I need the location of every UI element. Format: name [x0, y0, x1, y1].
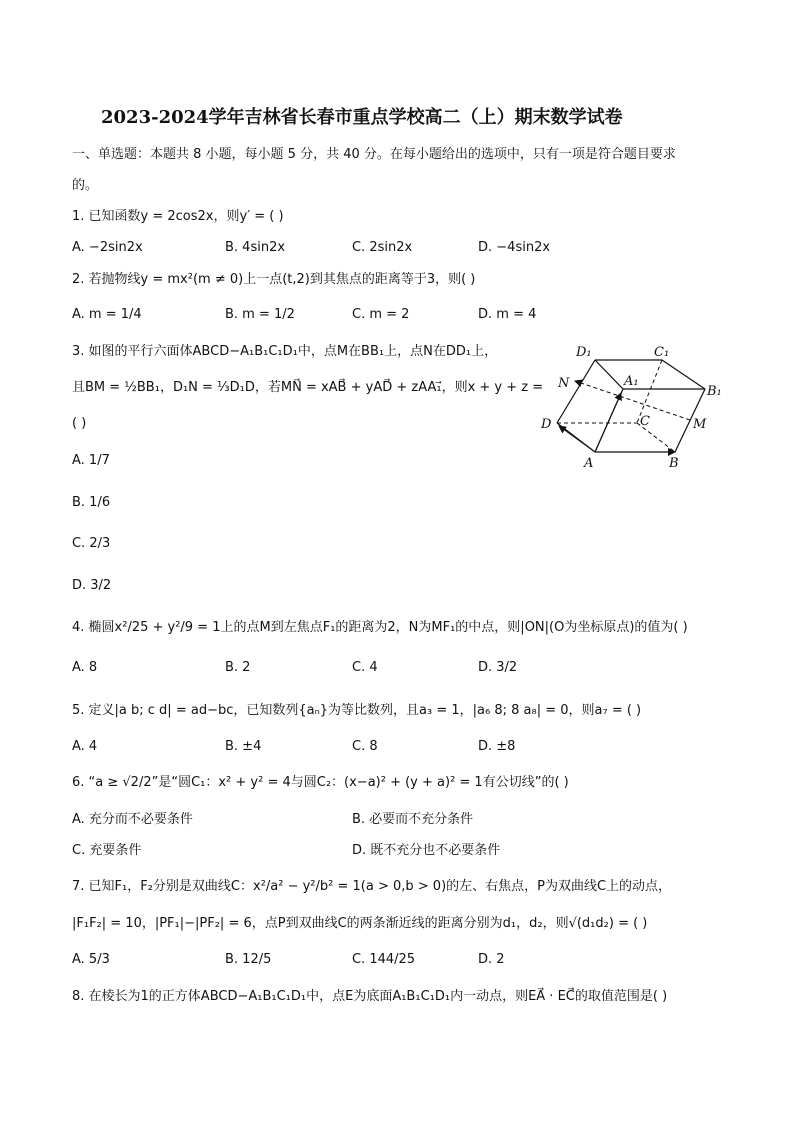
q3-option-d: D. 3/2 — [72, 578, 112, 593]
q5-option-c: C. 8 — [352, 739, 378, 754]
label-d1: D₁ — [576, 345, 592, 360]
q2-option-c: C. m = 2 — [352, 307, 410, 322]
q4-stem: 4. 椭圆x²/25 + y²/9 = 1上的点M到左焦点F₁的距离为2，N为MF₁的中点，则|ON|(O为坐标原点)的值为( ) — [72, 620, 688, 635]
page-title: 2023-2024学年吉林省长春市重点学校高二（上）期末数学试卷 — [101, 107, 623, 128]
label-b: B — [669, 456, 679, 471]
q2-option-d: D. m = 4 — [478, 307, 537, 322]
q4-option-b: B. 2 — [225, 660, 251, 675]
label-n: N — [558, 376, 570, 391]
q6-option-b: B. 必要而不充分条件 — [352, 812, 474, 827]
q3-option-b: B. 1/6 — [72, 495, 111, 510]
q2-stem: 2. 若抛物线y = mx²(m ≠ 0)上一点(t,2)到其焦点的距离等于3，则( ) — [72, 272, 476, 287]
q2-option-a: A. m = 1/4 — [72, 307, 142, 322]
q1-option-d: D. −4sin2x — [478, 240, 551, 255]
q7-stem-line1: 7. 已知F₁，F₂分别是双曲线C：x²/a² − y²/b² = 1(a > 0,b > 0)的左、右焦点，P为双曲线C上的动点， — [72, 879, 672, 894]
q5-stem: 5. 定义|a b; c d| = ad−bc，已知数列{aₙ}为等比数列，且a₃ = 1，|a₆ 8; 8 a₈| = 0，则a₇ = ( ) — [72, 703, 642, 718]
parallelepiped-figure — [530, 338, 740, 473]
q4-option-d: D. 3/2 — [478, 660, 518, 675]
q6-stem: 6. “a ≥ √2/2”是“圆C₁：x² + y² = 4与圆C₂：(x−a)² + (y + a)² = 1有公切线”的( ) — [72, 775, 569, 790]
q5-option-b: B. ±4 — [225, 739, 262, 754]
q1-option-c: C. 2sin2x — [352, 240, 413, 255]
label-m: M — [693, 417, 707, 432]
q4-option-a: A. 8 — [72, 660, 98, 675]
label-a1: A₁ — [624, 374, 639, 389]
label-b1: B₁ — [707, 384, 722, 399]
q4-option-c: C. 4 — [352, 660, 378, 675]
q7-option-d: D. 2 — [478, 952, 505, 967]
q3-stem-line3: ( ) — [72, 416, 87, 431]
q6-option-d: D. 既不充分也不必要条件 — [352, 843, 501, 858]
q1-option-a: A. −2sin2x — [72, 240, 143, 255]
q5-option-d: D. ±8 — [478, 739, 516, 754]
section-header: 一、单选题：本题共 8 小题，每小题 5 分，共 40 分。在每小题给出的选项中，只有一项是符合题目要求 — [72, 147, 676, 162]
q3-stem-line1: 3. 如图的平行六面体ABCD−A₁B₁C₁D₁中，点M在BB₁上，点N在DD₁上， — [72, 344, 498, 359]
q1-option-b: B. 4sin2x — [225, 240, 286, 255]
q1-stem: 1. 已知函数y = 2cos2x，则y′ = ( ) — [72, 209, 284, 224]
q3-stem-line2: 且BM = ½BB₁，D₁N = ⅓D₁D，若MN⃗ = xAB⃗ + yAD⃗ + zAA₁⃗，则x + y + z = — [72, 380, 544, 395]
q7-option-b: B. 12/5 — [225, 952, 272, 967]
q7-stem-line2: |F₁F₂| = 10，|PF₁|−|PF₂| = 6，点P到双曲线C的两条渐近线的距离分别为d₁，d₂，则√(d₁d₂) = ( ) — [72, 916, 648, 931]
q7-option-c: C. 144/25 — [352, 952, 416, 967]
label-d: D — [541, 417, 552, 432]
q6-option-c: C. 充要条件 — [72, 843, 142, 858]
q3-option-c: C. 2/3 — [72, 536, 111, 551]
label-c1: C₁ — [654, 345, 670, 360]
label-a: A — [584, 456, 594, 471]
section-header-cont: 的。 — [72, 178, 99, 193]
q8-stem: 8. 在棱长为1的正方体ABCD−A₁B₁C₁D₁中，点E为底面A₁B₁C₁D₁内一动点，则EA⃗ · EC⃗的取值范围是( ) — [72, 989, 668, 1004]
q6-option-a: A. 充分而不必要条件 — [72, 812, 193, 827]
q7-option-a: A. 5/3 — [72, 952, 110, 967]
q5-option-a: A. 4 — [72, 739, 98, 754]
label-c: C — [640, 414, 650, 429]
q3-option-a: A. 1/7 — [72, 453, 110, 468]
q2-option-b: B. m = 1/2 — [225, 307, 295, 322]
